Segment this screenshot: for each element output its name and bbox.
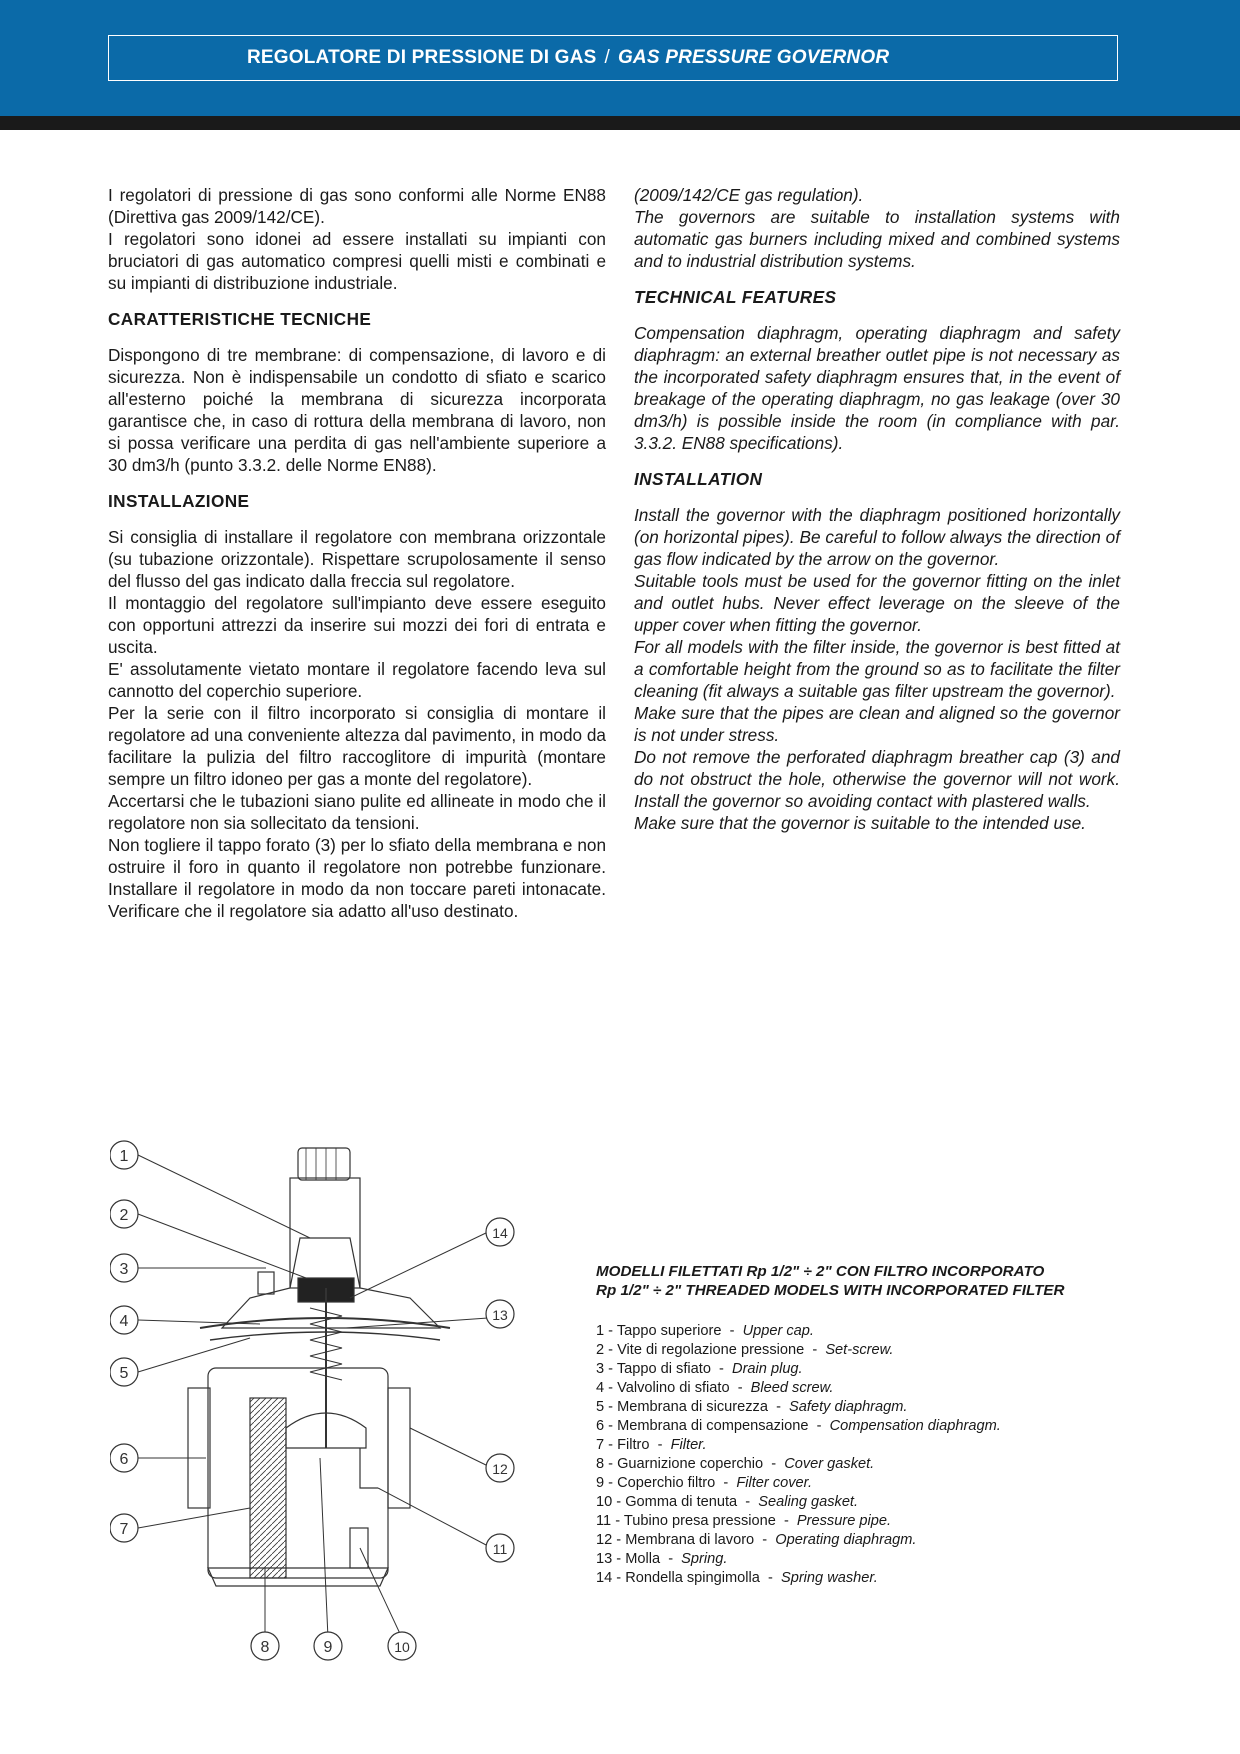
outlet-hub — [388, 1388, 410, 1508]
callout-7: 7 — [119, 1521, 129, 1538]
paragraph: Suitable tools must be used for the governor fitting on the inlet and outlet hubs. Never effect leverage on the sleeve of the upper cover when fitting the governor. — [634, 571, 1120, 635]
callout-13: 13 — [492, 1307, 508, 1323]
section-heading: CARATTERISTICHE TECNICHE — [108, 309, 372, 329]
legend-title-english: Rp 1/2" ÷ 2" THREADED MODELS WITH INCORPORATED FILTER — [596, 1282, 1065, 1299]
callout-3: 3 — [119, 1261, 129, 1278]
list-item: 4 - Valvolino di sfiato - Bleed screw. — [596, 1380, 834, 1396]
callout-11: 11 — [492, 1541, 508, 1557]
title-english: GAS PRESSURE GOVERNOR — [617, 47, 890, 68]
callout-6: 6 — [119, 1451, 129, 1468]
list-item: 2 - Vite di regolazione pressione - Set-screw. — [596, 1342, 894, 1358]
italian-column — [108, 184, 606, 922]
paragraph: I regolatori di pressione di gas sono conformi alle Norme EN88 (Direttiva gas 2009/142/CE). — [108, 185, 606, 227]
list-item: 10 - Gomma di tenuta - Sealing gasket. — [596, 1494, 859, 1510]
paragraph: I regolatori sono idonei ad essere installati su impianti con bruciatori di gas automatico compresi quelli misti e combinati e su impianti di distribuzione industriale. — [108, 229, 606, 293]
section-heading: TECHNICAL FEATURES — [634, 287, 837, 307]
paragraph: For all models with the filter inside, the governor is best fitted at a comfortable height from the ground so as to facilitate the filter cleaning (fit always a suitable gas filter upstream the governor). — [634, 637, 1120, 701]
governor-cross-section-diagram — [110, 1128, 580, 1668]
bleed-screw — [258, 1272, 274, 1294]
paragraph: The governors are suitable to installation systems with automatic gas burners including mixed and combined systems and to industrial distribution systems. — [634, 207, 1120, 271]
governor-body — [208, 1368, 388, 1578]
paragraph: Make sure that the pipes are clean and aligned so the governor is not under stress. — [634, 703, 1120, 745]
paragraph: Make sure that the governor is suitable to the intended use. — [634, 813, 1086, 833]
section-heading: INSTALLATION — [634, 469, 763, 489]
list-item: 12 - Membrana di lavoro - Operating diaphragm. — [596, 1532, 917, 1548]
paragraph: Si consiglia di installare il regolatore con membrana orizzontale (su tubazione orizzontale). Rispettare scrupolosamente il senso del flusso del gas indicato dalla freccia sul regolatore. — [108, 527, 606, 591]
callout-1: 1 — [119, 1148, 129, 1165]
list-item: 9 - Coperchio filtro - Filter cover. — [596, 1475, 813, 1491]
sealing-gasket — [350, 1528, 368, 1568]
callout-5: 5 — [119, 1365, 129, 1382]
header-divider — [0, 116, 1240, 130]
list-item: 14 - Rondella spingimolla - Spring washer. — [596, 1570, 878, 1586]
list-item: 3 - Tappo di sfiato - Drain plug. — [596, 1361, 803, 1377]
page-title — [108, 35, 1118, 81]
legend-list — [596, 1322, 1126, 1588]
list-item: 1 - Tappo superiore - Upper cap. — [596, 1323, 814, 1339]
paragraph: E' assolutamente vietato montare il regolatore facendo leva sul cannotto del coperchio superiore. — [108, 659, 606, 701]
list-item: 6 - Membrana di compensazione - Compensation diaphragm. — [596, 1418, 1001, 1434]
list-item: 7 - Filtro - Filter. — [596, 1437, 707, 1453]
title-separator: / — [604, 47, 610, 68]
filter-element — [250, 1398, 286, 1578]
pressure-pipe — [360, 1448, 378, 1488]
paragraph: Dispongono di tre membrane: di compensazione, di lavoro e di sicurezza. Non è indispensabile un condotto di sfiato e scarico all'esterno poiché la membrana di sicurezza incorporata garantisce che, in caso di rottura della membrana di lavoro, non si possa verificare una perdita di gas nell'ambiente superiore a 30 dm3/h (punto 3.3.2. delle Norme EN88). — [108, 345, 606, 475]
callout-14: 14 — [492, 1225, 508, 1241]
paragraph: Do not remove the perforated diaphragm breather cap (3) and do not obstruct the hole, otherwise the governor will not work. Install the governor so avoiding contact with plastered walls. — [634, 747, 1120, 811]
callout-8: 8 — [260, 1639, 270, 1656]
section-heading: INSTALLAZIONE — [108, 491, 250, 511]
english-column — [634, 184, 1120, 834]
filter-cover — [208, 1568, 388, 1586]
list-item: 5 - Membrana di sicurezza - Safety diaphragm. — [596, 1399, 908, 1415]
paragraph: Per la serie con il filtro incorporato si consiglia di montare il regolatore ad una conveniente altezza dal pavimento, in modo da facilitare la pulizia del filtro raccoglitore di impurità (montare sempre un filtro idoneo per gas a monte del regolatore). — [108, 703, 606, 789]
callout-12: 12 — [492, 1461, 508, 1477]
list-item: 8 - Guarnizione coperchio - Cover gasket. — [596, 1456, 875, 1472]
paragraph: Non togliere il tappo forato (3) per lo sfiato della membrana e non ostruire il foro in quanto il regolatore non potrebbe funzionare. Installare il regolatore in modo da non toccare pareti intonacate. Verificare che il regolatore sia adatto all'uso destinato. — [108, 835, 606, 921]
paragraph: Il montaggio del regolatore sull'impianto deve essere eseguito con opportuni attrezzi da inserire sui mozzi dei fori di entrata e uscita. — [108, 593, 606, 657]
list-item: 13 - Molla - Spring. — [596, 1551, 728, 1567]
inlet-hub — [188, 1388, 210, 1508]
callout-2: 2 — [119, 1207, 129, 1224]
legend-title-italian: MODELLI FILETTATI Rp 1/2" ÷ 2" CON FILTRO INCORPORATO — [596, 1263, 1045, 1280]
paragraph: Compensation diaphragm, operating diaphragm and safety diaphragm: an external breather outlet pipe is not necessary as the incorporated safety diaphragm ensures that, in the event of breakage of the operating diaphragm, no gas leakage (over 30 dm3/h) is possible inside the room (in compliance with par. 3.3.2. EN88 specifications). — [634, 323, 1120, 453]
callout-9: 9 — [323, 1639, 333, 1656]
callout-4: 4 — [119, 1313, 129, 1330]
title-italian: REGOLATORE DI PRESSIONE DI GAS — [247, 47, 597, 68]
paragraph: Install the governor with the diaphragm positioned horizontally (on horizontal pipes). Be careful to follow always the direction of gas flow indicated by the arrow on the governor. — [634, 505, 1120, 569]
paragraph: Accertarsi che le tubazioni siano pulite ed allineate in modo che il regolatore non sia sollecitato da tensioni. — [108, 791, 606, 833]
parts-legend — [596, 1262, 1126, 1588]
list-item: 11 - Tubino presa pressione - Pressure pipe. — [596, 1513, 892, 1529]
callout-10: 10 — [394, 1639, 410, 1655]
paragraph: (2009/142/CE gas regulation). — [634, 185, 864, 205]
